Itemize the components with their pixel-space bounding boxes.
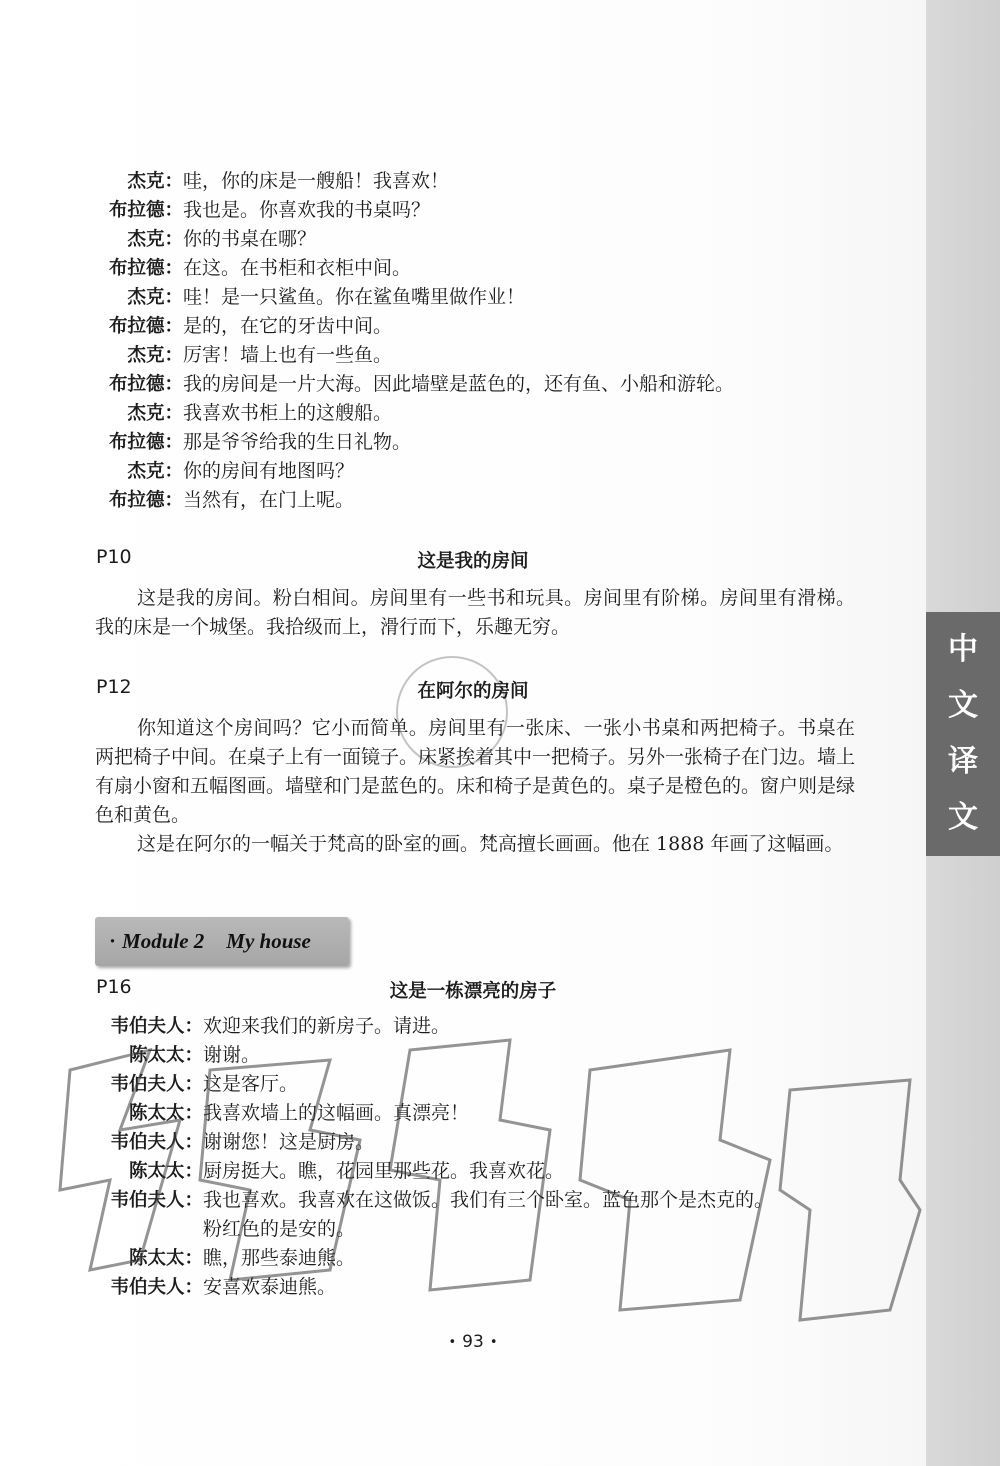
dialog-line bbox=[95, 1012, 915, 1041]
section-title-p16: 这是一栋漂亮的房子 bbox=[389, 981, 557, 1002]
side-tab-char: 文 bbox=[948, 800, 978, 835]
line-text: 我的房间是一片大海。因此墙壁是蓝色的，还有鱼、小船和游轮。 bbox=[183, 373, 735, 395]
page-dot-right: • bbox=[489, 1334, 498, 1350]
dialog-line bbox=[95, 428, 915, 457]
line-text: 我喜欢书柜上的这艘船。 bbox=[183, 402, 393, 424]
speaker: 陈太太： bbox=[128, 1103, 203, 1124]
dialog-webb-chen bbox=[95, 1012, 915, 1302]
paragraph: 这是在阿尔的一幅关于梵高的卧室的画。梵高擅长画画。他在 1888 年画了这幅画。 bbox=[137, 833, 844, 855]
dialog-line bbox=[95, 1215, 915, 1244]
dialog-line bbox=[95, 283, 915, 312]
speaker: 陈太太： bbox=[128, 1161, 203, 1182]
speaker: 韦伯夫人： bbox=[110, 1132, 203, 1153]
speaker: 杰克： bbox=[127, 403, 183, 424]
paragraph: 你知道这个房间吗？它小而简单。房间里有一张床、一张小书桌和两把椅子。书桌在两把椅子中间。在桌子上有一面镜子。床紧挨着其中一把椅子。另外一张椅子在门边。墙上有扇小窗和五幅图画。墙壁和门是蓝色的。床和椅子是黄色的。桌子是橙色的。窗户则是绿色和黄色。 bbox=[95, 717, 856, 826]
dialog-line bbox=[95, 1157, 915, 1186]
line-text: 欢迎来我们的新房子。请进。 bbox=[203, 1015, 451, 1037]
speaker: 杰克： bbox=[127, 287, 183, 308]
speaker: 布拉德： bbox=[108, 432, 183, 453]
line-text: 安喜欢泰迪熊。 bbox=[203, 1276, 337, 1298]
speaker: 陈太太： bbox=[128, 1045, 203, 1066]
dialog-line bbox=[95, 1128, 915, 1157]
dialog-line bbox=[95, 196, 915, 225]
dialog-line bbox=[95, 486, 915, 515]
line-text: 那是爷爷给我的生日礼物。 bbox=[183, 431, 412, 453]
dialog-line bbox=[95, 254, 915, 283]
speaker: 杰克： bbox=[127, 345, 183, 366]
line-text: 你的房间有地图吗？ bbox=[183, 460, 355, 482]
dialog-line bbox=[95, 370, 915, 399]
paragraph: 这是我的房间。粉白相间。房间里有一些书和玩具。房间里有阶梯。房间里有滑梯。我的床是一个城堡。我拾级而上，滑行而下，乐趣无穷。 bbox=[95, 587, 855, 638]
module-title: My house bbox=[226, 929, 311, 953]
dialog-line bbox=[95, 1244, 915, 1273]
line-text: 我也喜欢。我喜欢在这做饭。我们有三个卧室。蓝色那个是杰克的。 bbox=[203, 1189, 774, 1211]
speaker: 布拉德： bbox=[108, 200, 183, 221]
line-text: 这是客厅。 bbox=[203, 1073, 299, 1095]
line-text: 当然有，在门上呢。 bbox=[183, 489, 355, 511]
module-number: Module 2 bbox=[122, 929, 205, 953]
dialog-jack-brad bbox=[95, 167, 915, 515]
speaker: 布拉德： bbox=[108, 316, 183, 337]
line-text: 瞧，那些泰迪熊。 bbox=[203, 1247, 356, 1269]
section-id-p16: P16 bbox=[96, 976, 132, 998]
dialog-line bbox=[95, 1186, 915, 1215]
speaker: 布拉德： bbox=[108, 490, 183, 511]
line-text: 谢谢。 bbox=[203, 1044, 261, 1066]
line-text: 我也是。你喜欢我的书桌吗？ bbox=[183, 199, 431, 221]
paragraph-block-p12 bbox=[95, 714, 855, 859]
dialog-line bbox=[95, 457, 915, 486]
speaker: 韦伯夫人： bbox=[110, 1016, 203, 1037]
speaker: 杰克： bbox=[127, 461, 183, 482]
speaker: 布拉德： bbox=[108, 258, 183, 279]
line-text: 哇！是一只鲨鱼。你在鲨鱼嘴里做作业！ bbox=[183, 286, 526, 308]
dialog-line bbox=[95, 1273, 915, 1302]
line-text: 哇，你的床是一艘船！我喜欢！ bbox=[183, 170, 450, 192]
speaker: 杰克： bbox=[127, 171, 183, 192]
line-text: 粉红色的是安的。 bbox=[203, 1218, 356, 1240]
page-dot-left: • bbox=[448, 1334, 457, 1350]
paragraph-block-p10 bbox=[95, 584, 855, 642]
speaker: 韦伯夫人： bbox=[110, 1277, 203, 1298]
section-id-p10: P10 bbox=[96, 546, 132, 568]
section-title-p10: 这是我的房间 bbox=[417, 551, 529, 572]
dialog-line bbox=[95, 225, 915, 254]
speaker: 杰克： bbox=[127, 229, 183, 250]
section-title-p12: 在阿尔的房间 bbox=[417, 681, 529, 702]
page-number-value: 93 bbox=[462, 1332, 484, 1352]
line-text: 厉害！墙上也有一些鱼。 bbox=[183, 344, 393, 366]
side-tab-char: 译 bbox=[948, 744, 978, 779]
dialog-line bbox=[95, 167, 915, 196]
dialog-line bbox=[95, 341, 915, 370]
line-text: 是的，在它的牙齿中间。 bbox=[183, 315, 393, 337]
dialog-line bbox=[95, 312, 915, 341]
side-tab-char: 文 bbox=[948, 688, 978, 723]
line-text: 厨房挺大。瞧，花园里那些花。我喜欢花。 bbox=[203, 1160, 565, 1182]
line-text: 我喜欢墙上的这幅画。真漂亮！ bbox=[203, 1102, 470, 1124]
module-banner bbox=[95, 917, 349, 966]
side-tab-char: 中 bbox=[948, 632, 978, 667]
line-text: 在这。在书柜和衣柜中间。 bbox=[183, 257, 412, 279]
side-tab-chinese-translation bbox=[926, 612, 1000, 856]
speaker: 陈太太： bbox=[128, 1248, 203, 1269]
speaker: 韦伯夫人： bbox=[110, 1190, 203, 1211]
dialog-line bbox=[95, 1099, 915, 1128]
dialog-line bbox=[95, 1041, 915, 1070]
page-number bbox=[0, 1332, 946, 1352]
dialog-line bbox=[95, 399, 915, 428]
speaker: 韦伯夫人： bbox=[110, 1074, 203, 1095]
line-text: 谢谢您！这是厨房。 bbox=[203, 1131, 375, 1153]
speaker: 布拉德： bbox=[108, 374, 183, 395]
line-text: 你的书桌在哪？ bbox=[183, 228, 317, 250]
dialog-line bbox=[95, 1070, 915, 1099]
section-id-p12: P12 bbox=[96, 676, 132, 698]
banner-dot: · bbox=[109, 929, 117, 953]
